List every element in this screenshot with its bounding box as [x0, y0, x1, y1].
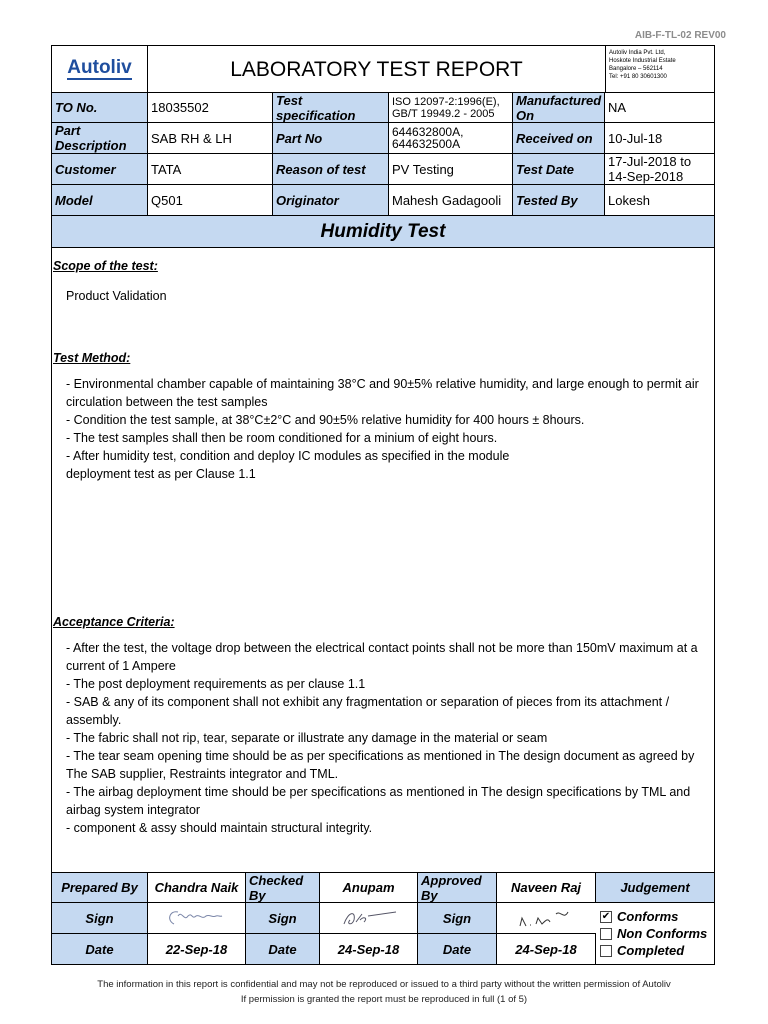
- signoff-date-row: [52, 934, 596, 964]
- originator-value: Mahesh Gadagooli: [389, 185, 513, 215]
- checked-by-label: Checked By: [246, 873, 320, 902]
- test-method-item: - Environmental chamber capable of maintaining 38°C and 90±5% relative humidity, and large enough to permit air circulation between the test samples: [66, 377, 699, 409]
- manufactured-on-label: Manufactured On: [513, 93, 605, 122]
- date-label: Date: [418, 934, 497, 964]
- tested-by-label: Tested By: [513, 185, 605, 215]
- acceptance-item: - SAB & any of its component shall not exhibit any fragmentation or separation of pieces from its attachment / assembly.: [66, 695, 670, 727]
- test-name: Humidity Test: [52, 216, 714, 247]
- reason-of-test-value: PV Testing: [389, 154, 513, 184]
- to-no-label: TO No.: [52, 93, 148, 122]
- test-date-value: 17-Jul-2018 to 14-Sep-2018: [608, 154, 692, 184]
- signoff-names-row: [52, 872, 714, 903]
- customer-label: Customer: [52, 154, 148, 184]
- test-name-band: [52, 216, 714, 248]
- checked-signature: [320, 903, 418, 933]
- acceptance-item: - The fabric shall not rip, tear, separate or illustrate any damage in the material or seam: [66, 731, 548, 745]
- info-row-1: [52, 93, 714, 123]
- info-row-3: [52, 154, 714, 185]
- test-method-item: - The test samples shall then be room conditioned for a minium of eight hours.: [66, 431, 498, 445]
- model-label: Model: [52, 185, 148, 215]
- info-row-4: [52, 185, 714, 216]
- test-method-heading: Test Method:: [53, 351, 131, 365]
- reason-of-test-label: Reason of test: [273, 154, 389, 184]
- checked-by-value: Anupam: [320, 873, 418, 902]
- part-no-label: Part No: [273, 123, 389, 153]
- report-sheet: [51, 45, 715, 965]
- originator-label: Originator: [273, 185, 389, 215]
- part-description-value: SAB RH & LH: [148, 123, 273, 153]
- test-method-item: - Condition the test sample, at 38°C±2°C and 90±5% relative humidity for 400 hours ± 8hours.: [66, 413, 585, 427]
- customer-value: TATA: [148, 154, 273, 184]
- acceptance-item: - component & assy should maintain structural integrity.: [66, 821, 373, 835]
- judgement-conforms[interactable]: ✔ Conforms: [601, 909, 679, 924]
- test-method-item: - After humidity test, condition and deploy IC modules as specified in the module: [66, 449, 510, 463]
- signoff-sign-row: [52, 903, 596, 934]
- checkbox-icon[interactable]: [600, 945, 612, 957]
- received-on-label: Received on: [513, 123, 605, 153]
- test-method-item: deployment test as per Clause 1.1: [66, 467, 256, 481]
- autoliv-logo: Autoliv: [52, 46, 148, 92]
- scope-text: Product Validation: [66, 289, 167, 303]
- form-code: AIB-F-TL-02 REV00: [634, 30, 726, 41]
- acceptance-criteria-heading: Acceptance Criteria:: [53, 615, 175, 629]
- checked-date: 24-Sep-18: [320, 934, 418, 964]
- date-label: Date: [52, 934, 148, 964]
- sign-label: Sign: [418, 903, 497, 933]
- approved-date: 24-Sep-18: [497, 934, 596, 964]
- test-spec-value: ISO 12097-2:1996(E), GB/T 19949.2 - 2005: [389, 93, 513, 122]
- sign-label: Sign: [52, 903, 148, 933]
- report-body: [52, 249, 714, 872]
- model-value: Q501: [148, 185, 273, 215]
- prepared-by-value: Chandra Naik: [148, 873, 246, 902]
- confidentiality-notice: The information in this report is confidential and may not be reproduced or issued to a third party without the written permission of Autoliv: [97, 979, 671, 990]
- prepared-date: 22-Sep-18: [148, 934, 246, 964]
- header-row: [52, 46, 714, 93]
- checkbox-icon[interactable]: [600, 928, 612, 940]
- acceptance-item: - After the test, the voltage drop between the electrical contact points shall not be more than 150mV maximum at a current of 1 Ampere: [66, 641, 698, 673]
- reproduction-notice: If permission is granted the report must be reproduced in full (1 of 5): [240, 994, 528, 1005]
- acceptance-item: - The tear seam opening time should be as per specifications as mentioned in The design document as agreed by The SAB supplier, Restraints integrator and TML.: [66, 749, 695, 781]
- test-date-label: Test Date: [513, 154, 605, 184]
- tested-by-value: Lokesh: [608, 192, 650, 208]
- judgement-label: Judgement: [596, 873, 714, 902]
- sign-label: Sign: [246, 903, 320, 933]
- judgement-options: [596, 903, 714, 964]
- manufactured-on-value: NA: [608, 100, 627, 115]
- acceptance-item: - The airbag deployment time should be per specifications as mentioned in The design specifications by TML and airbag system integrator: [66, 785, 691, 817]
- prepared-signature: [148, 903, 246, 933]
- approved-by-label: Approved By: [418, 873, 497, 902]
- test-method-list: [66, 375, 714, 483]
- company-address: Autoliv India Pvt. Ltd, Hoskote Industrial Estate Bangalore – 562114 Tel: +91 80 30601300: [609, 50, 676, 80]
- judgement-completed[interactable]: Completed: [600, 942, 684, 959]
- acceptance-item: - The post deployment requirements as per clause 1.1: [66, 677, 366, 691]
- info-row-2: [52, 123, 714, 154]
- test-spec-label: Test specification: [273, 93, 389, 122]
- approved-by-value: Naveen Raj: [497, 873, 596, 902]
- part-no-value: 644632800A, 644632500A: [389, 123, 513, 153]
- scope-heading: Scope of the test:: [53, 259, 158, 273]
- date-label: Date: [246, 934, 320, 964]
- judgement-non-conforms[interactable]: Non Conforms: [600, 925, 707, 942]
- checkbox-checked-icon[interactable]: ✔: [601, 910, 611, 922]
- received-on-value: 10-Jul-18: [608, 130, 663, 146]
- prepared-by-label: Prepared By: [52, 873, 148, 902]
- approved-signature: [497, 903, 596, 933]
- report-title: LABORATORY TEST REPORT: [148, 46, 606, 92]
- to-no-value: 18035502: [148, 93, 273, 122]
- part-description-label: Part Description: [52, 123, 148, 153]
- signoff-sign-date-block: [52, 903, 714, 964]
- acceptance-criteria-list: [66, 639, 714, 837]
